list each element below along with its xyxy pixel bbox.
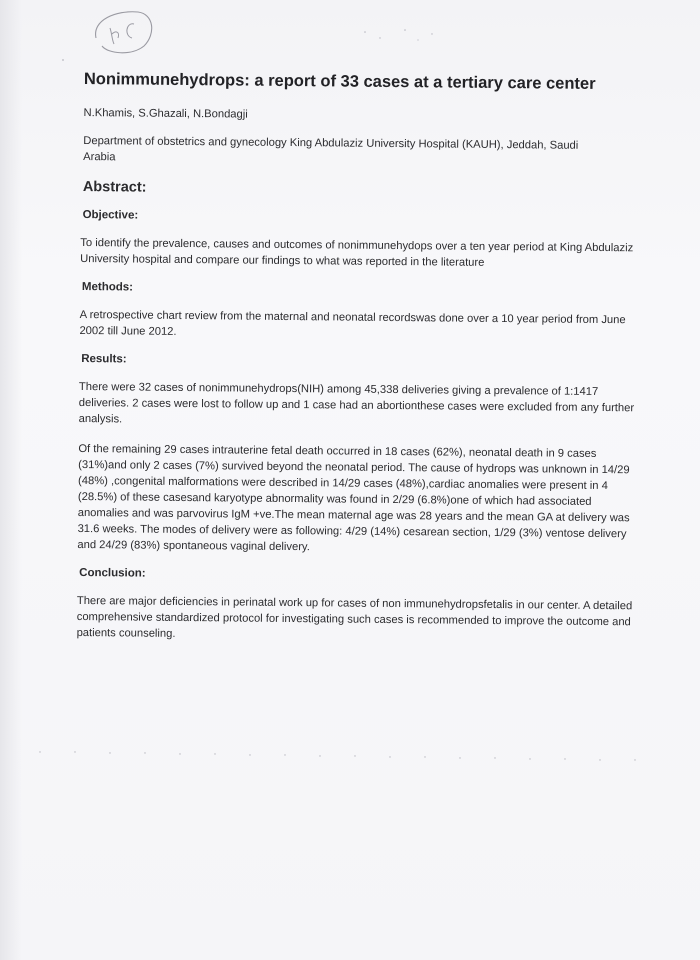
section-heading-conclusion: Conclusion: bbox=[79, 566, 146, 580]
author-list: N.Khamis, S.Ghazali, N.Bondagji bbox=[83, 107, 248, 121]
results-text-2: Of the remaining 29 cases intrauterine fetal death occurred in 18 cases (62%), neonatal death in 9 cases (31%)and only 2 cases (7%) survived beyond the neonatal period. The cause of hydrops was unknown in 14/29 (48%) ,congenital malformations were described in 14/29 cases (48%),cardiac anomalies were present in 4 (28.5%) of these casesand karyotype abnormality was found in 2/29 (6.8%)one of which had associated anomalies and was parvovirus IgM +ve.The mean maternal age was 28 years and the mean GA at delivery was 31.6 weeks. The modes of delivery were as following: 4/29 (14%) cesarean section, 1/29 (3%) ventose delivery and 24/29 (83%) spontaneous vaginal delivery. bbox=[77, 442, 630, 554]
handwritten-initials-stamp bbox=[82, 6, 158, 58]
abstract-content bbox=[76, 70, 642, 660]
section-heading-objective: Objective: bbox=[82, 209, 139, 222]
section-heading-methods: Methods: bbox=[81, 281, 134, 294]
page-title: Nonimmunehydrops: a report of 33 cases at a tertiary care center bbox=[83, 70, 596, 93]
objective-section bbox=[80, 209, 641, 272]
abstract-heading: Abstract: bbox=[82, 179, 147, 196]
objective-text: To identify the prevalence, causes and outcomes of nonimmunehydops over a ten year period at King Abdulaziz University hospital and compare our findings to what was reported in the literature bbox=[80, 236, 634, 269]
conclusion-text: There are major deficiencies in perinatal work up for cases of non immunehydropsfetalis in our center. A detailed comprehensive standardized protocol for investigating such cases is recommended to improve the outcome and patients counseling. bbox=[76, 594, 633, 640]
section-heading-results: Results: bbox=[81, 353, 127, 366]
methods-text: A retrospective chart review from the maternal and neonatal recordswas done over a 10 year period from June 2002 till June 2012. bbox=[79, 308, 626, 338]
conclusion-section bbox=[77, 567, 638, 646]
methods-section bbox=[79, 281, 640, 344]
results-text-1: There were 32 cases of nonimmunehydrops(NIH) among 45,338 deliveries giving a prevalence of 1:1417 deliveries. 2 cases were lost to follow up and 1 case had an abortionthese cases were excluded from any further analysis. bbox=[78, 380, 635, 426]
affiliation: Department of obstetrics and gynecology King Abdulaziz University Hospital (KAUH), Jeddah, Saudi Arabia bbox=[83, 135, 579, 164]
results-section bbox=[77, 353, 639, 558]
